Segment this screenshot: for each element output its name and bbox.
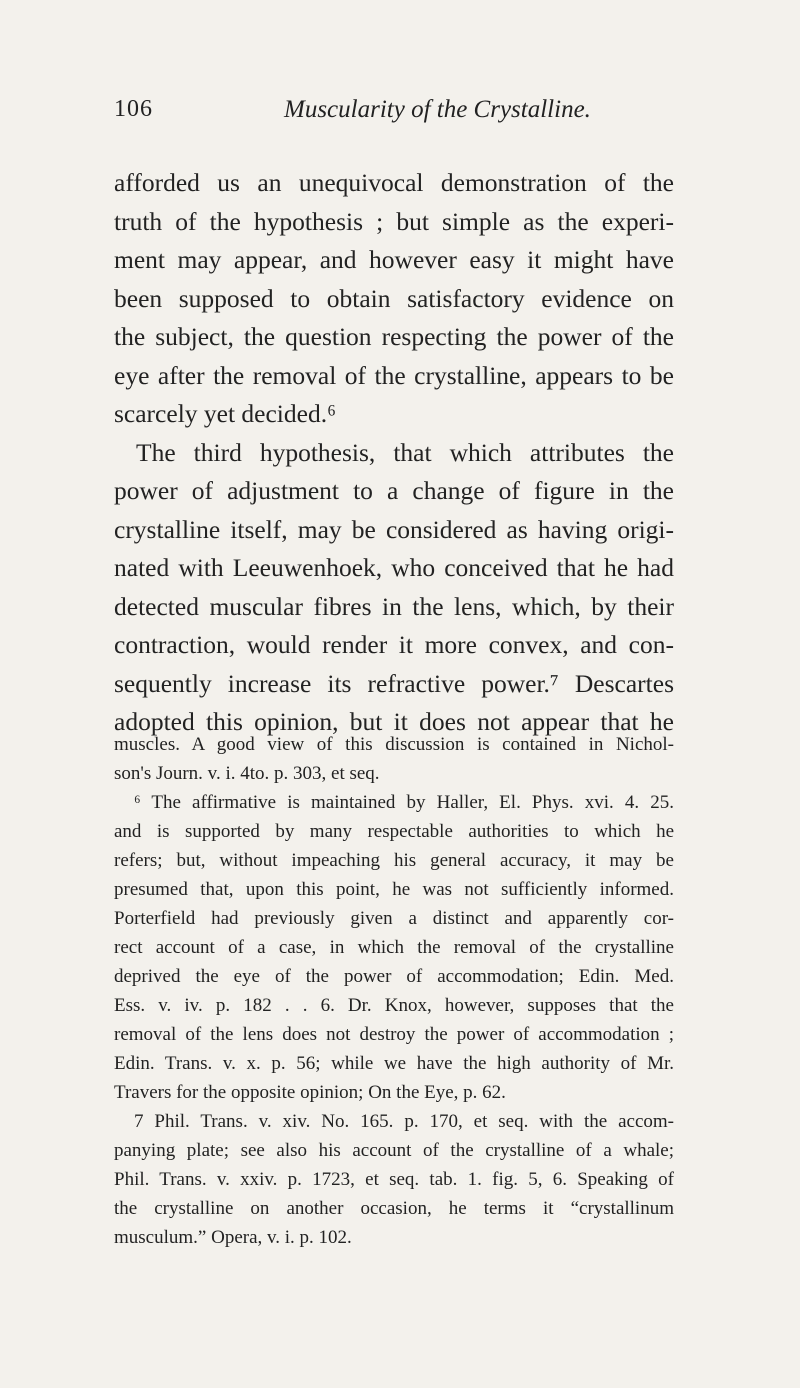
page-number: 106 [114,96,153,122]
footnote-line: son's Journ. v. i. 4to. p. 303, et seq. [114,763,380,784]
text-line: been supposed to obtain satisfactory evidence on [114,283,674,313]
footnote-line: Porterfield had previously given a distinct and apparently cor- [114,908,674,929]
running-title: Muscularity of the Crystalline. [284,96,591,123]
text-line: crystalline itself, may be considered as having origi- [114,514,674,544]
text-line: ment may appear, and however easy it might have [114,245,674,274]
footnote-line: Phil. Trans. v. xxiv. p. 1723, et seq. tab. 1. fig. 5, 6. Speaking of [114,1169,674,1190]
footnote-line: musculum.” Opera, v. i. p. 102. [114,1227,352,1248]
text-line: afforded us an unequivocal demonstration of the [114,168,674,197]
running-head [114,96,674,136]
text-line: contraction, would render it more convex, and con- [114,630,674,659]
text-line: The third hypothesis, that which attributes the [136,437,674,467]
text-line: eye after the removal of the crystalline, appears to be [114,360,674,390]
text-line: truth of the hypothesis ; but simple as the experi- [114,206,674,236]
text-line: power of adjustment to a change of figure in the [114,476,674,505]
footnote-line: Ess. v. iv. p. 182 . . 6. Dr. Knox, however, supposes that the [114,995,674,1016]
footnotes [114,730,674,1252]
text-line: nated with Leeuwenhoek, who conceived that he had [114,553,674,582]
footnote-line: ⁶ The affirmative is maintained by Haller, El. Phys. xvi. 4. 25. [134,792,674,813]
footnote-line: presumed that, upon this point, he was not sufficiently informed. [114,879,674,900]
footnote-line: deprived the eye of the power of accommodation; Edin. Med. [114,966,674,987]
footnote-line: rect account of a case, in which the removal of the crystalline [114,937,674,958]
text-line: scarcely yet decided.⁶ [114,399,336,428]
text-line: detected muscular fibres in the lens, which, by their [114,591,674,621]
main-text [114,164,674,742]
text-line: sequently increase its refractive power.⁷ Descartes [114,668,674,698]
footnote-line: refers; but, without impeaching his general accuracy, it may be [114,850,674,871]
footnote-line: Edin. Trans. v. x. p. 56; while we have the high authority of Mr. [114,1053,674,1074]
text-line: the subject, the question respecting the power of the [114,322,674,351]
footnote-line: 7 Phil. Trans. v. xiv. No. 165. p. 170, et seq. with the accom- [134,1111,674,1132]
footnote-line: panying plate; see also his account of the crystalline of a whale; [114,1140,674,1161]
footnote-line: the crystalline on another occasion, he terms it “crystallinum [114,1198,674,1219]
text-line: adopted this opinion, but it does not appear that he [114,707,674,736]
footnote-line: and is supported by many respectable authorities to which he [114,821,674,842]
footnote-line: removal of the lens does not destroy the power of accommodation ; [114,1024,674,1045]
footnote-line: Travers for the opposite opinion; On the Eye, p. 62. [114,1082,506,1103]
footnote-line: muscles. A good view of this discussion is contained in Nichol- [114,734,674,755]
